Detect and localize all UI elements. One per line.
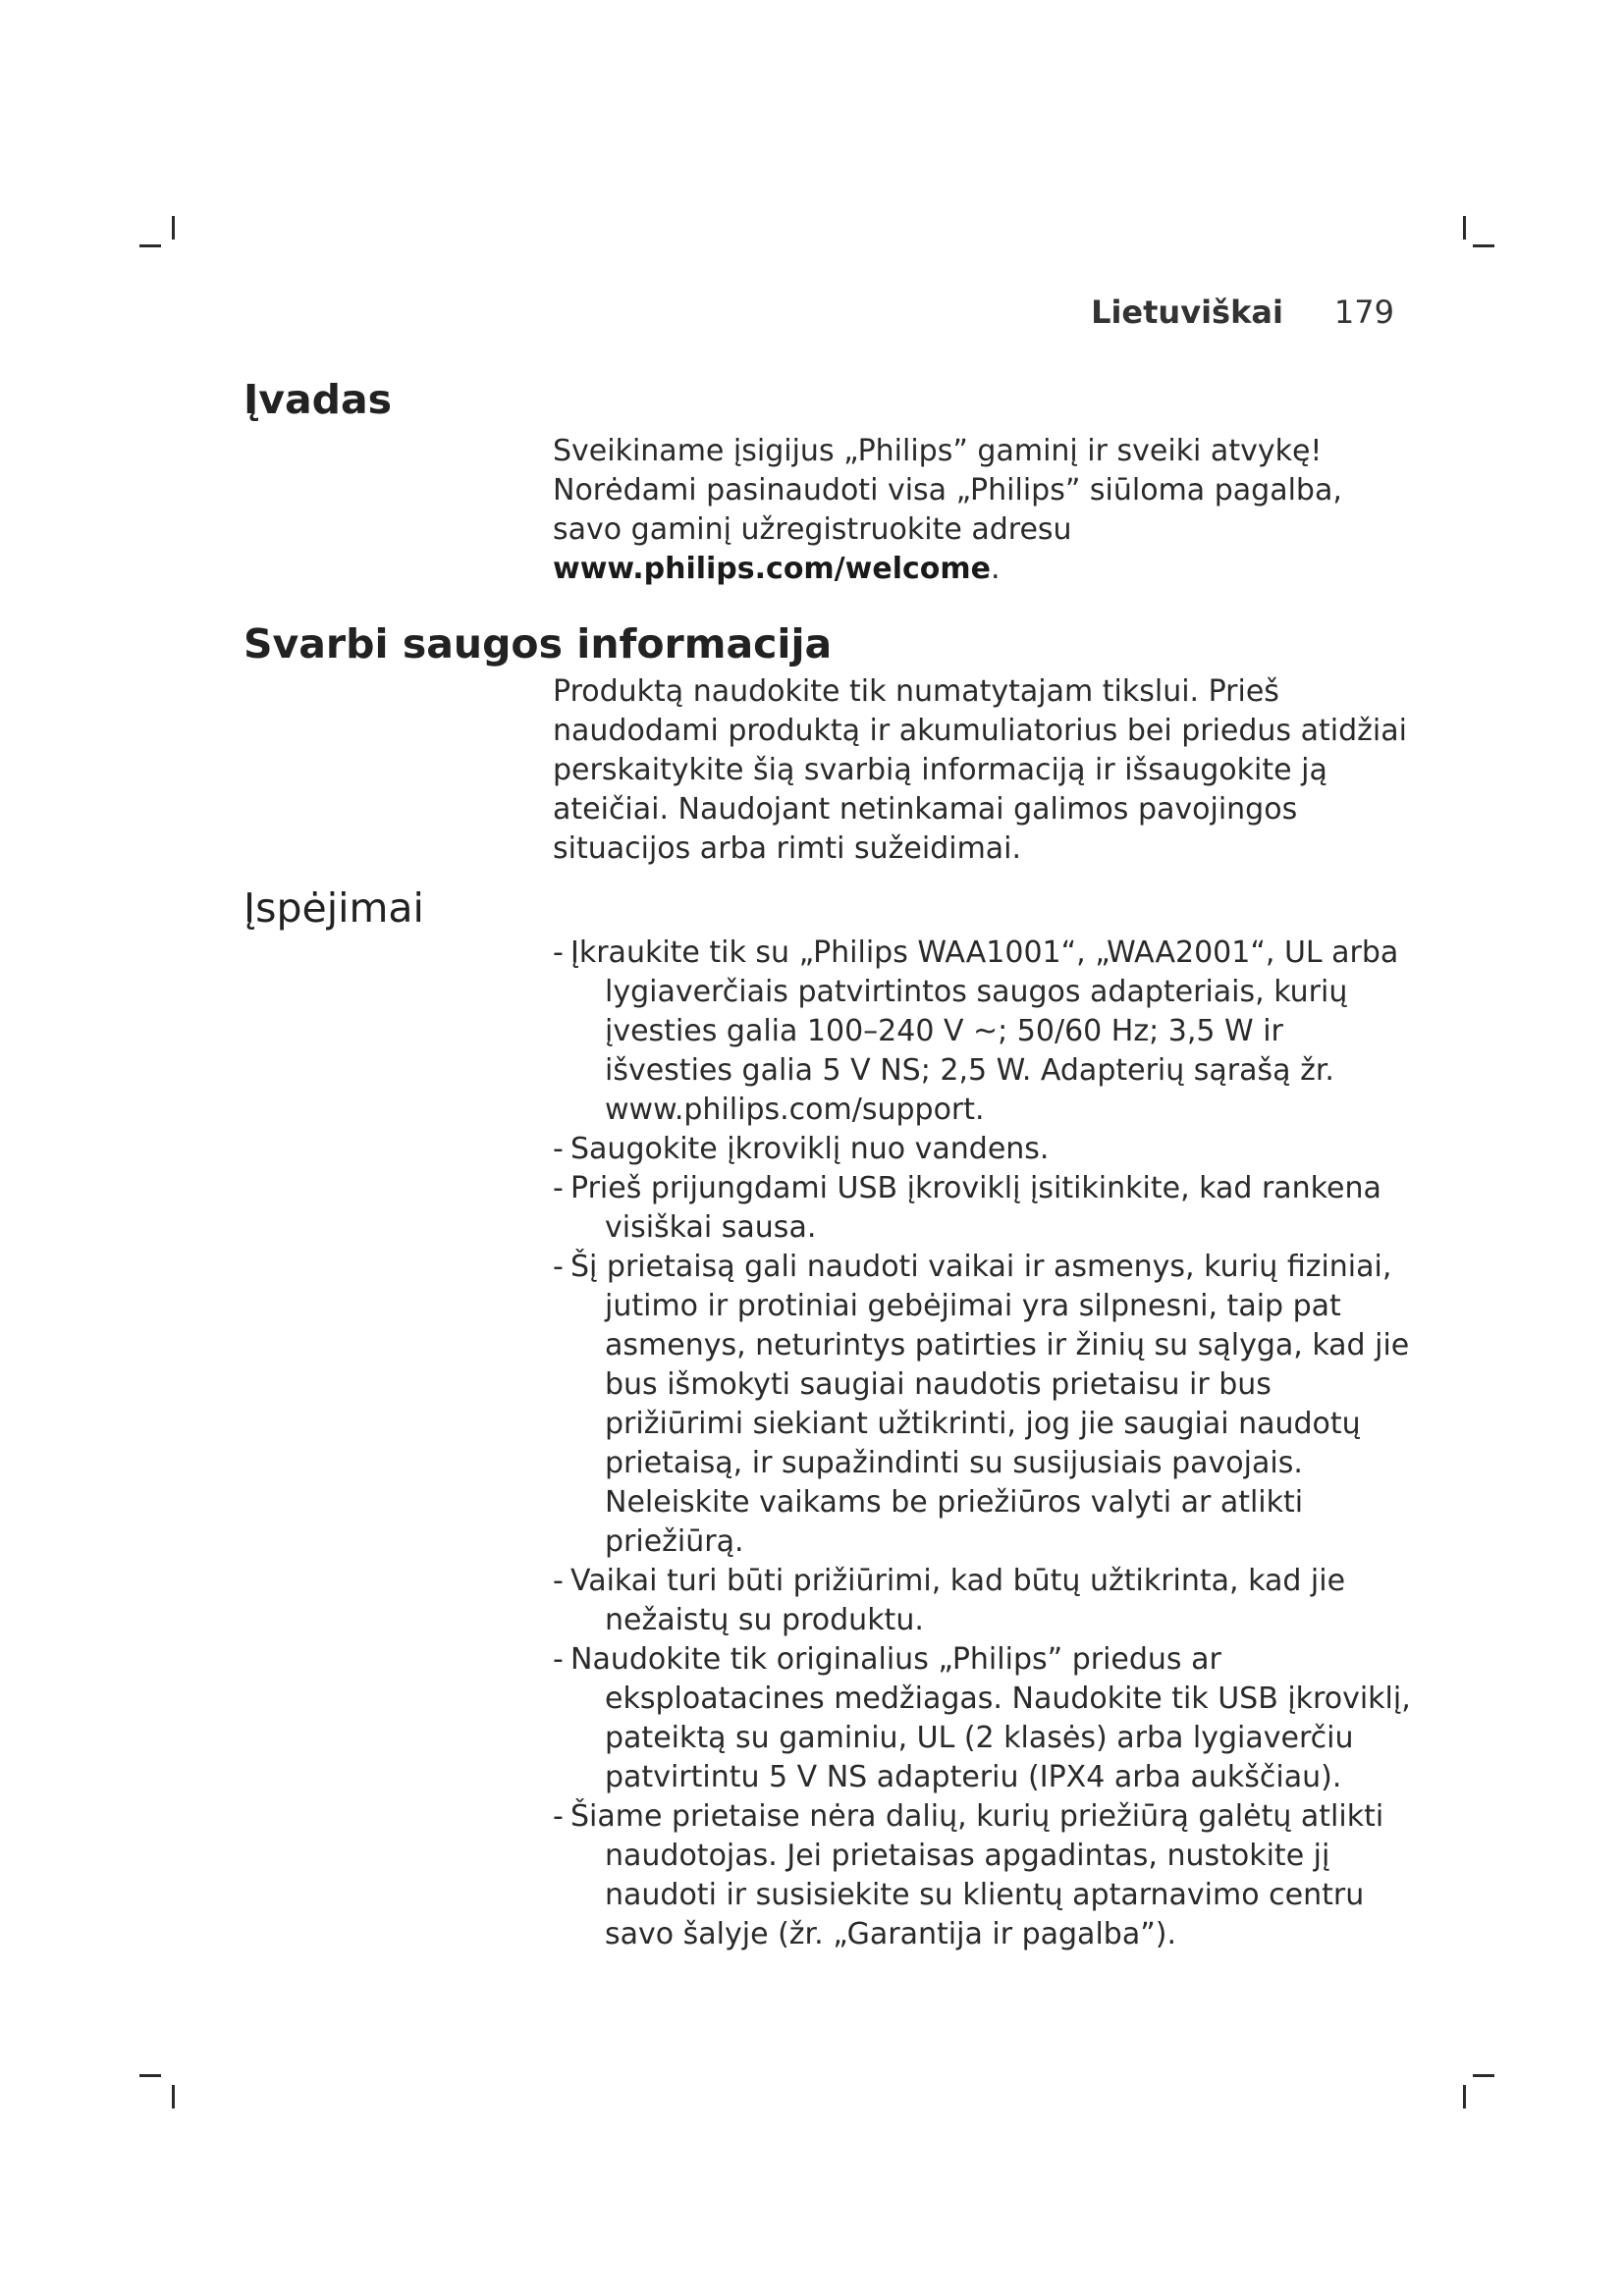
warnings-heading: Įspėjimai — [244, 884, 424, 932]
list-item-text: Vaikai turi būti prižiūrimi, kad būtų užtikrinta, kad jie nežaistų su produktu. — [570, 1564, 1346, 1637]
list-item — [553, 1562, 1413, 1640]
crop-mark — [139, 244, 161, 247]
list-item-text: Šį prietaisą gali naudoti vaikai ir asmenys, kurių fiziniai, jutimo ir protiniai gebėjimai yra silpnesni, taip pat asmenys, neturintys patirties ir žinių su sąlyga, kad jie bus išmokyti saugiai naudotis prietaisu ir bus prižiūrimi siekiant užtikrinti, jog jie saugiai naudotų prietaisą, ir supažindinti su susijusiais pavojais. Neleiskite vaikams be priežiūros valyti ar atlikti priežiūrą. — [570, 1250, 1410, 1559]
list-item-text: Saugokite įkroviklį nuo vandens. — [570, 1132, 1050, 1166]
list-item-text: Įkraukite tik su „Philips WAA1001“, „WAA2001“, UL arba lygiaverčiais patvirtintos saugos adapteriais, kurių įvesties galia 100–240 V ~; 50/60 Hz; 3,5 W ir išvesties galia 5 V NS; 2,5 W. Adapterių sąrašą žr. www.philips.com/support. — [570, 935, 1399, 1127]
bullet-dash: - — [553, 1642, 564, 1677]
crop-mark — [1463, 2085, 1466, 2109]
crop-mark — [1473, 2074, 1494, 2077]
crop-mark — [1473, 244, 1494, 247]
crop-mark — [172, 2085, 175, 2109]
page-number: 179 — [1333, 294, 1394, 331]
intro-text-end: . — [991, 552, 1001, 586]
bullet-dash: - — [553, 1564, 564, 1598]
list-item — [553, 1640, 1413, 1797]
list-item — [553, 1130, 1413, 1169]
intro-text: Sveikiname įsigijus „Philips” gaminį ir sveiki atvykę! Norėdami pasinaudoti visa „Philips” siūloma pagalba, savo gaminį užregistruokite adresu — [553, 434, 1342, 547]
list-item — [553, 1797, 1413, 1954]
crop-mark — [172, 216, 175, 240]
bullet-dash: - — [553, 1250, 564, 1284]
crop-mark — [139, 2074, 161, 2077]
bullet-dash: - — [553, 1799, 564, 1834]
list-item — [553, 934, 1413, 1130]
list-item-text: Naudokite tik originalius „Philips” priedus ar eksploatacines medžiagas. Naudokite tik USB įkroviklį, pateiktą su gaminiu, UL (2 klasės) arba lygiaverčiu patvirtintu 5 V NS adapteriu (IPX4 arba aukščiau). — [570, 1642, 1411, 1794]
list-item — [553, 1169, 1413, 1248]
bullet-dash: - — [553, 1171, 564, 1205]
intro-paragraph — [553, 432, 1407, 589]
bullet-dash: - — [553, 935, 564, 970]
crop-mark — [1463, 216, 1466, 240]
safety-paragraph: Produktą naudokite tik numatytajam tikslui. Prieš naudodami produktą ir akumuliatorius bei priedus atidžiai perskaitykite šią svarbią informaciją ir išsaugokite ją ateičiai. Naudojant netinkamai galimos pavojingos situacijos arba rimti sužeidimai. — [553, 674, 1407, 866]
list-item-text: Prieš prijungdami USB įkroviklį įsitikinkite, kad rankena visiškai sausa. — [570, 1171, 1381, 1245]
safety-heading: Svarbi saugos informacija — [244, 620, 833, 667]
warnings-list — [553, 934, 1413, 1954]
bullet-dash: - — [553, 1132, 564, 1166]
welcome-link[interactable]: www.philips.com/welcome — [553, 552, 991, 586]
running-header — [1091, 293, 1394, 332]
intro-heading: Įvadas — [244, 376, 393, 423]
list-item — [553, 1248, 1413, 1562]
list-item-text: Šiame prietaise nėra dalių, kurių priežiūrą galėtų atlikti naudotojas. Jei prietaisas apgadintas, nustokite jį naudoti ir susisiekite su klientų aptarnavimo centru savo šalyje (žr. „Garantija ir pagalba”). — [570, 1799, 1384, 1951]
language-label: Lietuviškai — [1091, 294, 1283, 331]
